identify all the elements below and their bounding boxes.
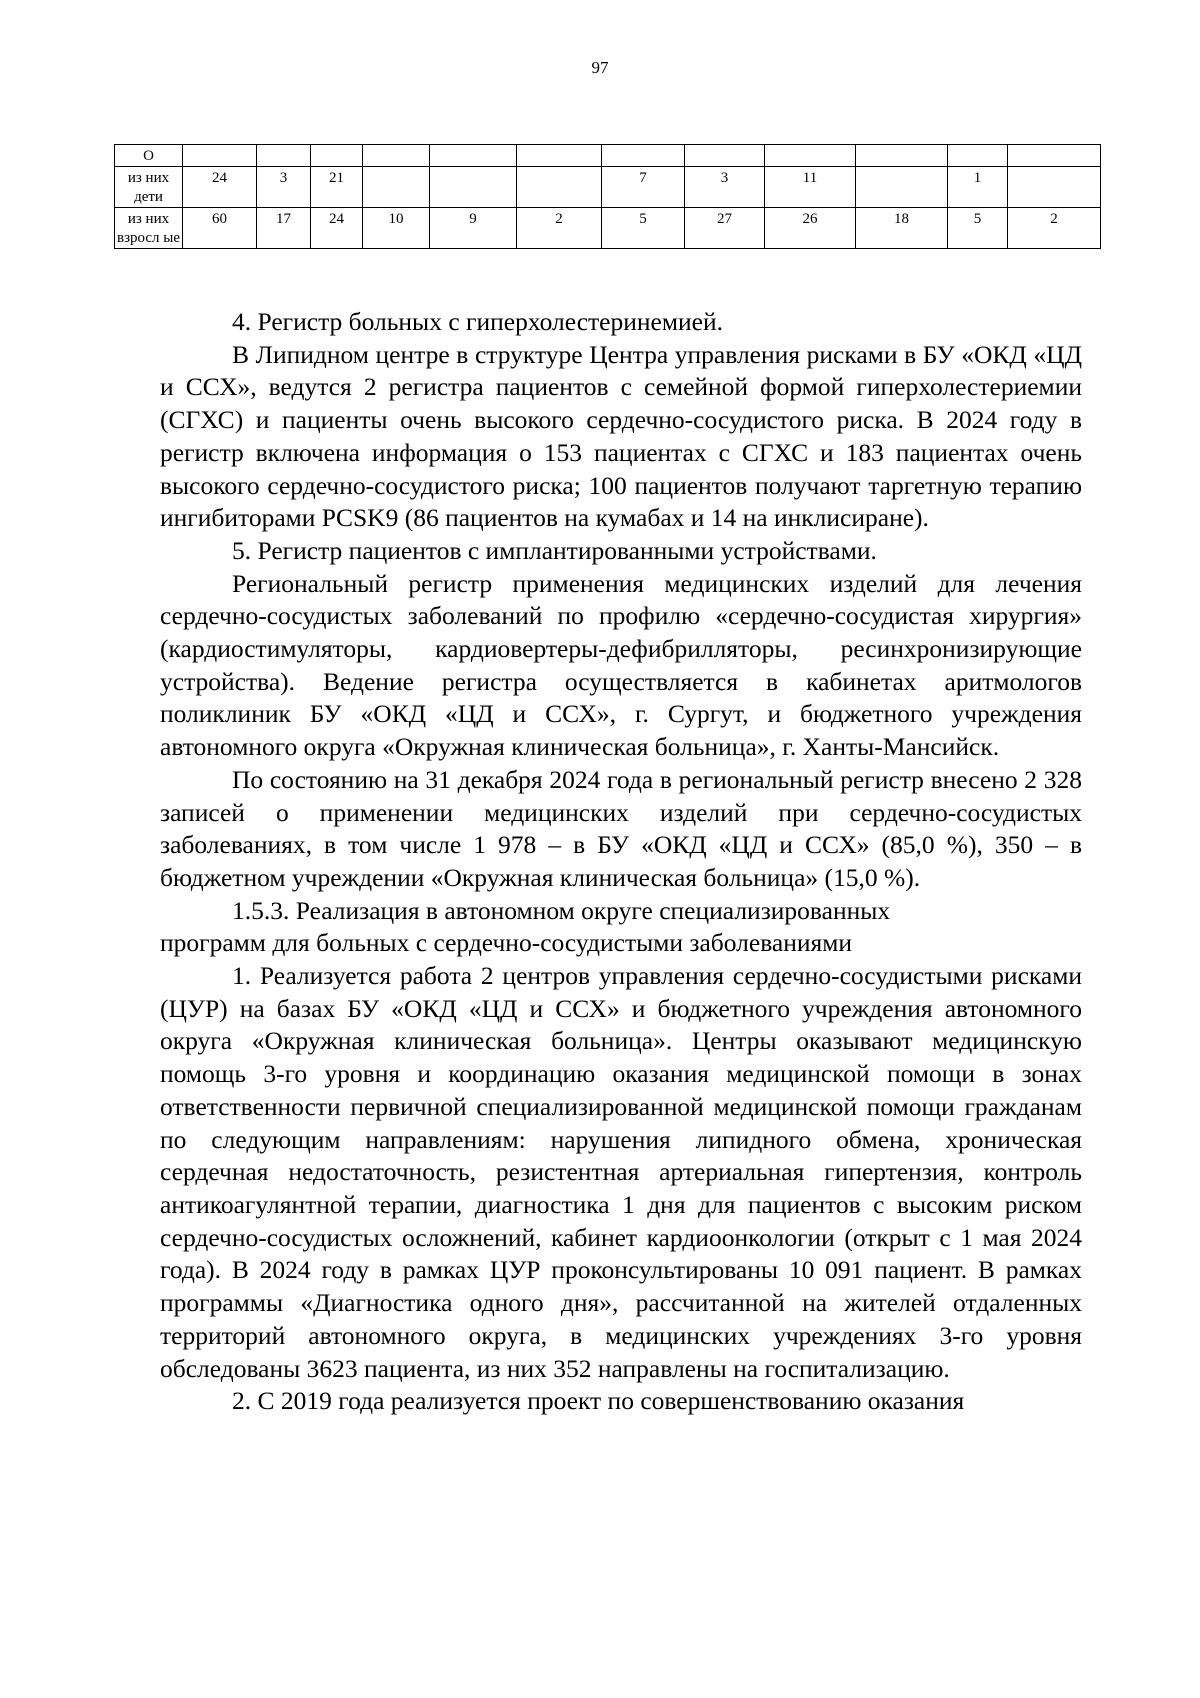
table-cell xyxy=(1008,145,1101,167)
table-cell: 5 xyxy=(948,208,1008,249)
table-cell xyxy=(602,145,685,167)
paragraph-project-2019: 2. С 2019 года реализуется проект по совершенствованию оказания xyxy=(232,1386,965,1416)
table-row xyxy=(115,145,1101,167)
table-cell: 9 xyxy=(430,208,517,249)
row-label: О xyxy=(115,145,183,167)
table-cell xyxy=(430,145,517,167)
paragraph-registry-status: По состоянию на 31 декабря 2024 года в региональный регистр внесено 2 328 записей о применении медицинских изделий при сердечно-сосудистых заболеваниях, в том числе 1 978 – в БУ «ОКД «ЦД и ССХ» (85,0 %), 350 – в бюджетном учреждении «Окружная клиническая больница» (15,0 %). xyxy=(160,764,1082,892)
table-cell: 17 xyxy=(257,208,311,249)
table-cell xyxy=(257,145,311,167)
paragraph-registry-implanted-devices-heading: 5. Регистр пациентов с имплантированными устройствами. xyxy=(232,535,877,565)
table-row xyxy=(115,167,1101,208)
body-text xyxy=(160,306,1082,1418)
table-cell xyxy=(363,145,430,167)
table-cell: 1 xyxy=(948,167,1008,208)
paragraph-risk-centers: 1. Реализуется работа 2 центров управления сердечно-сосудистыми рисками (ЦУР) на базах БУ «ОКД «ЦД и ССХ» и бюджетного учреждения автономного округа «Окружная клиническая больница». Центры оказывают медицинскую помощь 3-го уровня и координацию оказания медицинской помощи в зонах ответственности первичной специализированной медицинской помощи гражданам по следующим направлениям: нарушения липидного обмена, хроническая сердечная недостаточность, резистентная артериальная гипертензия, контроль антикоагулянтной терапии, диагностика 1 дня для пациентов с высоким риском сердечно-сосудистых осложнений, кабинет кардиоонкологии (открыт с 1 мая 2024 года). В 2024 году в рамках ЦУР проконсультированы 10 091 пациент. В рамках программы «Диагностика одного дня», рассчитанной на жителей отдаленных территорий автономного округа, в медицинских учреждениях 3-го уровня обследованы 3623 пациента, из них 352 направлены на госпитализацию. xyxy=(160,961,1082,1383)
table-cell: 27 xyxy=(685,208,765,249)
table-cell: 24 xyxy=(183,167,257,208)
table-body xyxy=(115,145,1101,249)
table-cell: 7 xyxy=(602,167,685,208)
section-heading-line-1: 1.5.3. Реализация в автономном округе специализированных xyxy=(232,895,891,925)
section-heading-line-2: программ для больных с сердечно-сосудистыми заболеваниями xyxy=(160,928,853,958)
table-row xyxy=(115,208,1101,249)
row-label: из них дети xyxy=(115,167,183,208)
table-cell xyxy=(948,145,1008,167)
table-cell: 5 xyxy=(602,208,685,249)
table-cell: 11 xyxy=(765,167,856,208)
table-cell: 3 xyxy=(257,167,311,208)
table-cell: 21 xyxy=(311,167,363,208)
table-cell xyxy=(430,167,517,208)
table-cell: 24 xyxy=(311,208,363,249)
table-cell xyxy=(517,167,602,208)
table-cell: 3 xyxy=(685,167,765,208)
table-cell xyxy=(363,167,430,208)
statistics-table xyxy=(114,144,1101,249)
table-cell: 26 xyxy=(765,208,856,249)
paragraph-lipid-center: В Липидном центре в структуре Центра управления рисками в БУ «ОКД «ЦД и ССХ», ведутся 2 регистра пациентов с семейной формой гиперхолестериемии (СГХС) и пациенты очень высокого сердечно-сосудистого риска. В 2024 году в регистр включена информация о 153 пациентах с СГХС и 183 пациентах очень высокого сердечно-сосудистого риска; 100 пациентов получают таргетную терапию ингибиторами PCSK9 (86 пациентов на кумабах и 14 на инклисиране). xyxy=(160,339,1082,533)
table-cell xyxy=(311,145,363,167)
paragraph-regional-registry: Региональный регистр применения медицинских изделий для лечения сердечно-сосудистых заболеваний по профилю «сердечно-сосудистая хирургия» (кардиостимуляторы, кардиовертеры-дефибрилляторы, ресинхронизирующие устройства). Ведение регистра осуществляется в кабинетах аритмологов поликлиник БУ «ОКД «ЦД и ССХ», г. Сургут, и бюджетного учреждения автономного округа «Окружная клиническая больница», г. Ханты-Мансийск. xyxy=(160,568,1082,762)
table-cell xyxy=(765,145,856,167)
table-cell: 2 xyxy=(517,208,602,249)
table-cell xyxy=(856,167,948,208)
table-cell: 10 xyxy=(363,208,430,249)
paragraph-registry-hypercholesterolemia-heading: 4. Регистр больных с гиперхолестеринемией. xyxy=(232,307,723,336)
row-label: из них взросл ые xyxy=(115,208,183,249)
table-cell: 18 xyxy=(856,208,948,249)
table-cell xyxy=(517,145,602,167)
table-cell: 2 xyxy=(1008,208,1101,249)
table-cell xyxy=(183,145,257,167)
table-cell xyxy=(685,145,765,167)
table-cell xyxy=(1008,167,1101,208)
table-cell: 60 xyxy=(183,208,257,249)
table-cell xyxy=(856,145,948,167)
page-number: 97 xyxy=(591,58,609,77)
